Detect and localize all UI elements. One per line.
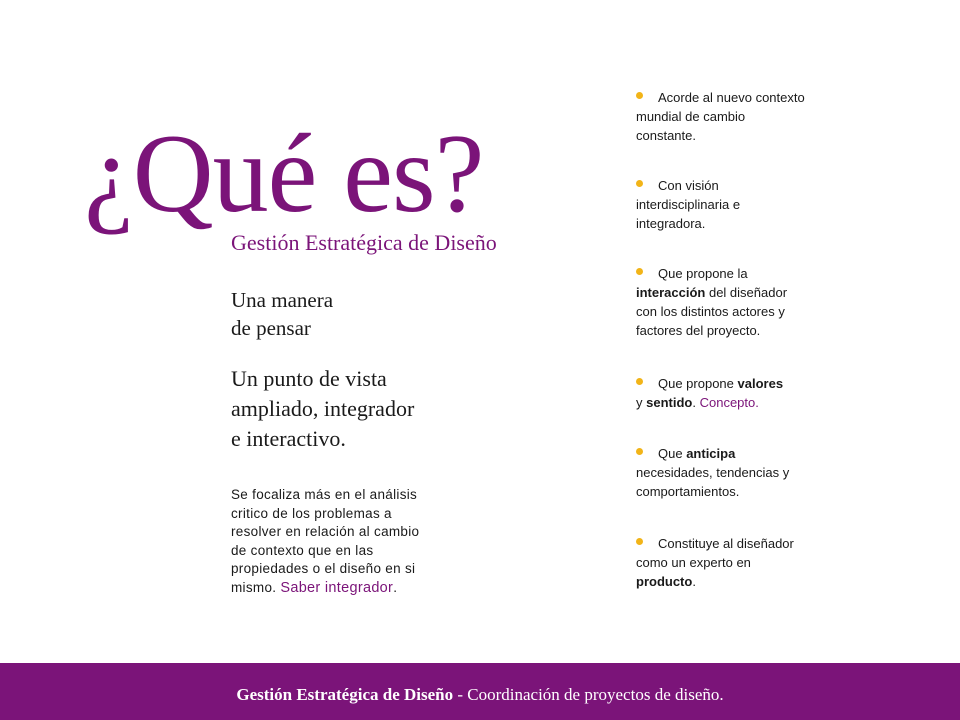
page-title: ¿Qué es? bbox=[84, 112, 484, 236]
page-subtitle: Gestión Estratégica de Diseño bbox=[231, 230, 497, 255]
footer-text bbox=[236, 685, 723, 705]
bullet-line: Con visión bbox=[658, 178, 719, 193]
concepto-accent: Concepto. bbox=[699, 395, 759, 410]
focaliza-line-last bbox=[231, 579, 471, 598]
focaliza-line: critico de los problemas a bbox=[231, 505, 392, 521]
bullet-item bbox=[636, 88, 851, 145]
bullet-text bbox=[636, 176, 851, 233]
footer-rest: - Coordinación de proyectos de diseño. bbox=[453, 684, 724, 704]
footer-bar bbox=[0, 663, 960, 720]
manera-line: Una manera bbox=[231, 288, 334, 312]
bullet-line: Constituye al diseñador bbox=[658, 536, 794, 551]
focaliza-line: resolver en relación al cambio bbox=[231, 524, 420, 539]
bullet-line: como un experto en bbox=[636, 555, 751, 570]
bullet-text bbox=[636, 264, 851, 340]
bullet-dot-icon bbox=[636, 268, 643, 275]
bullet-bold: producto bbox=[636, 574, 693, 589]
bullet-line: integradora. bbox=[636, 216, 706, 231]
bullet-prefix: Que propone bbox=[658, 376, 738, 391]
bullet-bold: interacción bbox=[636, 285, 706, 300]
punto-line: ampliado, integrador bbox=[231, 396, 415, 421]
bullet-text bbox=[636, 444, 851, 501]
focaliza-suffix: . bbox=[393, 579, 398, 595]
bullet-line bbox=[658, 374, 851, 393]
bullet-line: Acorde al nuevo contexto bbox=[658, 90, 805, 105]
bullet-dot-icon bbox=[636, 92, 643, 99]
bullet-line: factores del proyecto. bbox=[636, 323, 761, 338]
bullet-item bbox=[636, 176, 851, 233]
punto-de-vista-text bbox=[231, 364, 414, 454]
bullet-line: con los distintos actores y bbox=[636, 304, 785, 319]
bullet-line bbox=[636, 572, 851, 591]
punto-line: Un punto de vista bbox=[231, 366, 387, 391]
bullet-line bbox=[636, 393, 851, 412]
bullet-item bbox=[636, 264, 851, 340]
bullet-line bbox=[658, 444, 851, 463]
manera-line: de pensar bbox=[231, 316, 311, 340]
bullet-line: Que propone la bbox=[658, 266, 748, 281]
saber-integrador: Saber integrador bbox=[280, 579, 394, 596]
footer-bold: Gestión Estratégica de Diseño bbox=[236, 684, 454, 704]
bullet-item bbox=[636, 374, 851, 412]
bullet-rest: . bbox=[692, 395, 700, 410]
bullet-text bbox=[636, 88, 851, 145]
bullet-prefix: y bbox=[636, 395, 647, 410]
bullet-line: necesidades, tendencias y bbox=[636, 465, 790, 480]
bullet-bold: valores bbox=[737, 376, 784, 391]
bullet-dot-icon bbox=[636, 538, 643, 545]
bullet-bold: sentido bbox=[646, 395, 693, 410]
focaliza-paragraph bbox=[231, 486, 471, 597]
bullet-text bbox=[636, 534, 851, 591]
focaliza-line: propiedades o el diseño en si bbox=[231, 561, 416, 576]
bullet-text bbox=[636, 374, 851, 412]
focaliza-prefix: mismo. bbox=[231, 579, 281, 595]
bullet-line: mundial de cambio bbox=[636, 109, 746, 124]
focaliza-line: de contexto que en las bbox=[231, 542, 374, 558]
bullet-bold: anticipa bbox=[686, 446, 736, 461]
bullet-line: constante. bbox=[636, 128, 696, 143]
focaliza-line: Se focaliza más en el análisis bbox=[231, 487, 418, 502]
bullet-rest: . bbox=[692, 574, 696, 589]
bullet-prefix: Que bbox=[658, 446, 687, 461]
bullet-item bbox=[636, 444, 851, 501]
manera-text bbox=[231, 286, 333, 342]
bullet-line bbox=[636, 283, 851, 302]
bullet-item bbox=[636, 534, 851, 591]
bullet-line: interdisciplinaria e bbox=[636, 197, 741, 212]
bullet-dot-icon bbox=[636, 448, 643, 455]
bullet-dot-icon bbox=[636, 180, 643, 187]
bullet-rest: del diseñador bbox=[705, 285, 788, 300]
bullet-dot-icon bbox=[636, 378, 643, 385]
punto-line: e interactivo. bbox=[231, 426, 346, 451]
bullet-line: comportamientos. bbox=[636, 484, 740, 499]
